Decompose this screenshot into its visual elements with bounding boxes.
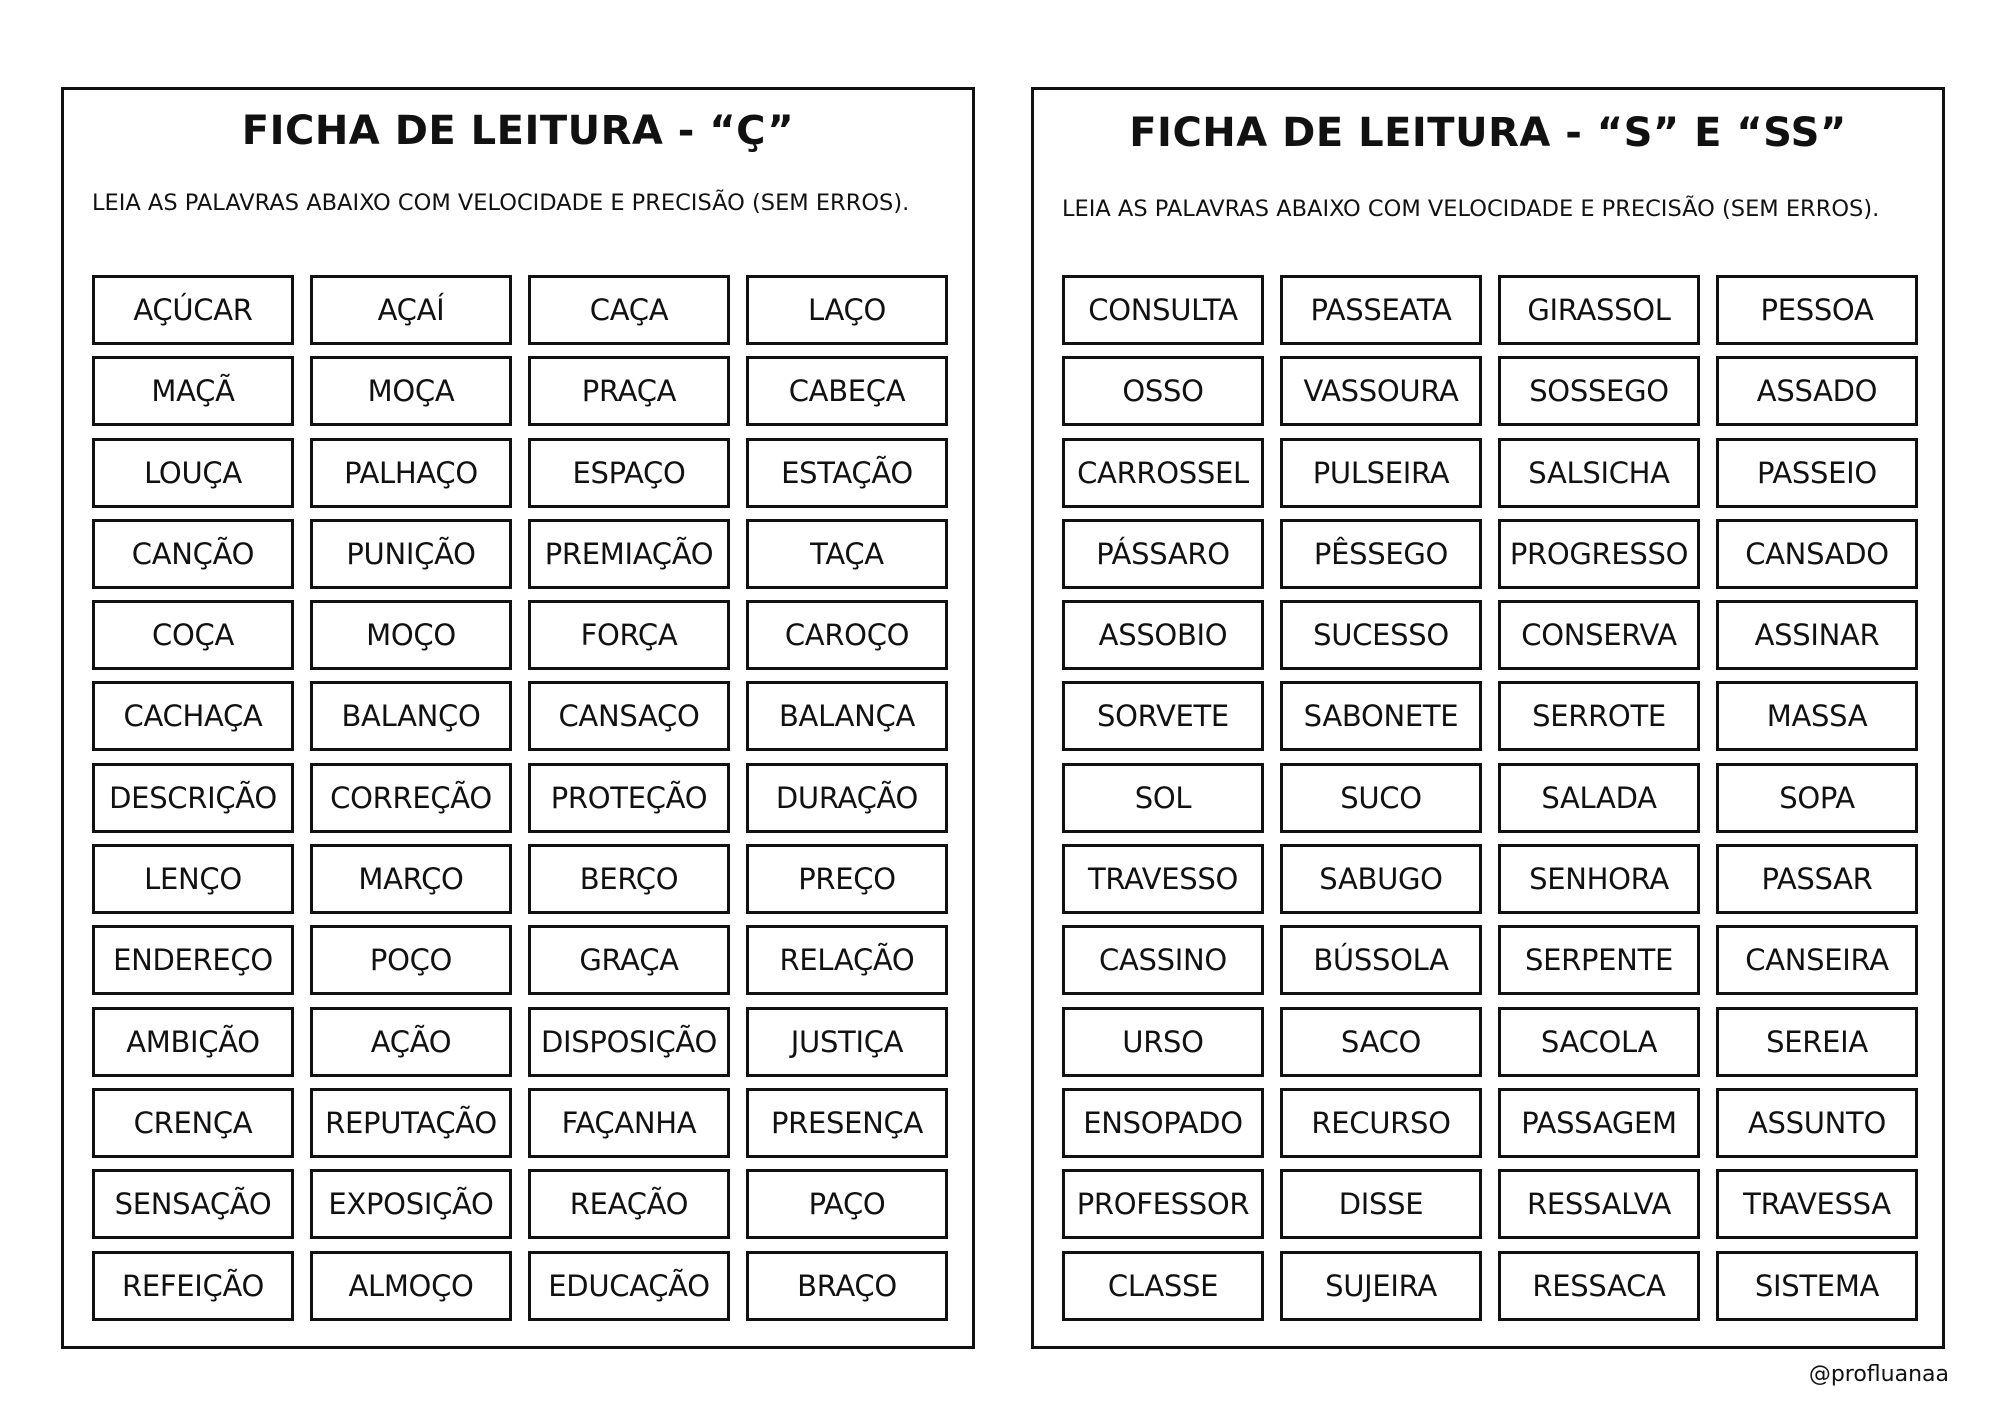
word-cell: CRENÇA: [92, 1088, 294, 1158]
word-cell: ENSOPADO: [1062, 1088, 1264, 1158]
word-grid: [92, 275, 950, 1321]
word-cell: ASSADO: [1716, 356, 1918, 426]
word-cell: EDUCAÇÃO: [528, 1251, 730, 1321]
word-cell: PULSEIRA: [1280, 438, 1482, 508]
word-cell: CLASSE: [1062, 1251, 1264, 1321]
word-cell: AÇÃO: [310, 1007, 512, 1077]
word-cell: CONSERVA: [1498, 600, 1700, 670]
word-cell: MARÇO: [310, 844, 512, 914]
word-cell: ENDEREÇO: [92, 925, 294, 995]
word-cell: CANSADO: [1716, 519, 1918, 589]
word-cell: PALHAÇO: [310, 438, 512, 508]
word-cell: GRAÇA: [528, 925, 730, 995]
word-cell: SALSICHA: [1498, 438, 1700, 508]
word-cell: ASSOBIO: [1062, 600, 1264, 670]
word-cell: BALANÇA: [746, 681, 948, 751]
word-cell: PRAÇA: [528, 356, 730, 426]
word-cell: SORVETE: [1062, 681, 1264, 751]
word-cell: ALMOÇO: [310, 1251, 512, 1321]
word-cell: CANSEIRA: [1716, 925, 1918, 995]
word-cell: PROGRESSO: [1498, 519, 1700, 589]
word-cell: PASSAR: [1716, 844, 1918, 914]
word-cell: GIRASSOL: [1498, 275, 1700, 345]
word-cell: SABONETE: [1280, 681, 1482, 751]
word-cell: CORREÇÃO: [310, 763, 512, 833]
word-cell: PESSOA: [1716, 275, 1918, 345]
word-cell: FAÇANHA: [528, 1088, 730, 1158]
word-cell: MASSA: [1716, 681, 1918, 751]
word-cell: PUNIÇÃO: [310, 519, 512, 589]
word-cell: PASSEATA: [1280, 275, 1482, 345]
word-grid: [1062, 275, 1920, 1321]
word-cell: SUCESSO: [1280, 600, 1482, 670]
word-cell: CASSINO: [1062, 925, 1264, 995]
word-cell: EXPOSIÇÃO: [310, 1169, 512, 1239]
word-cell: SERPENTE: [1498, 925, 1700, 995]
word-cell: SENSAÇÃO: [92, 1169, 294, 1239]
word-cell: RELAÇÃO: [746, 925, 948, 995]
word-cell: LAÇO: [746, 275, 948, 345]
word-cell: SALADA: [1498, 763, 1700, 833]
word-cell: CARROSSEL: [1062, 438, 1264, 508]
word-cell: DESCRIÇÃO: [92, 763, 294, 833]
word-cell: VASSOURA: [1280, 356, 1482, 426]
word-cell: PÊSSEGO: [1280, 519, 1482, 589]
word-cell: COÇA: [92, 600, 294, 670]
word-cell: PAÇO: [746, 1169, 948, 1239]
word-cell: REFEIÇÃO: [92, 1251, 294, 1321]
word-cell: PROTEÇÃO: [528, 763, 730, 833]
word-cell: ASSINAR: [1716, 600, 1918, 670]
word-cell: PÁSSARO: [1062, 519, 1264, 589]
word-cell: POÇO: [310, 925, 512, 995]
word-cell: MAÇÃ: [92, 356, 294, 426]
word-cell: DISPOSIÇÃO: [528, 1007, 730, 1077]
word-cell: SOL: [1062, 763, 1264, 833]
word-cell: SUJEIRA: [1280, 1251, 1482, 1321]
word-cell: BERÇO: [528, 844, 730, 914]
word-cell: URSO: [1062, 1007, 1264, 1077]
word-cell: SACOLA: [1498, 1007, 1700, 1077]
author-credit: @profluanaa: [1808, 1362, 1949, 1387]
word-cell: SACO: [1280, 1007, 1482, 1077]
word-cell: DURAÇÃO: [746, 763, 948, 833]
word-cell: SOSSEGO: [1498, 356, 1700, 426]
word-cell: CABEÇA: [746, 356, 948, 426]
word-cell: TAÇA: [746, 519, 948, 589]
word-cell: ESPAÇO: [528, 438, 730, 508]
sheet-title: FICHA DE LEITURA - “Ç”: [241, 108, 795, 154]
word-cell: OSSO: [1062, 356, 1264, 426]
word-cell: SENHORA: [1498, 844, 1700, 914]
word-cell: SISTEMA: [1716, 1251, 1918, 1321]
word-cell: CACHAÇA: [92, 681, 294, 751]
sheet-instruction: LEIA AS PALAVRAS ABAIXO COM VELOCIDADE E PRECISÃO (SEM ERROS).: [92, 190, 910, 216]
word-cell: CAÇA: [528, 275, 730, 345]
word-cell: BRAÇO: [746, 1251, 948, 1321]
word-cell: SERROTE: [1498, 681, 1700, 751]
word-cell: TRAVESSA: [1716, 1169, 1918, 1239]
word-cell: PREÇO: [746, 844, 948, 914]
word-cell: PASSEIO: [1716, 438, 1918, 508]
word-cell: AÇAÍ: [310, 275, 512, 345]
word-cell: TRAVESSO: [1062, 844, 1264, 914]
word-cell: SABUGO: [1280, 844, 1482, 914]
word-cell: REAÇÃO: [528, 1169, 730, 1239]
word-cell: BÚSSOLA: [1280, 925, 1482, 995]
word-cell: MOÇA: [310, 356, 512, 426]
word-cell: CANSAÇO: [528, 681, 730, 751]
reading-sheet-cedilla: [61, 87, 975, 1349]
word-cell: DISSE: [1280, 1169, 1482, 1239]
word-cell: MOÇO: [310, 600, 512, 670]
sheet-instruction: LEIA AS PALAVRAS ABAIXO COM VELOCIDADE E PRECISÃO (SEM ERROS).: [1062, 196, 1880, 222]
sheet-title: FICHA DE LEITURA - “S” E “SS”: [1129, 110, 1847, 156]
word-cell: SOPA: [1716, 763, 1918, 833]
word-cell: CANÇÃO: [92, 519, 294, 589]
word-cell: PROFESSOR: [1062, 1169, 1264, 1239]
word-cell: RECURSO: [1280, 1088, 1482, 1158]
reading-sheet-s-ss: [1031, 87, 1945, 1349]
word-cell: REPUTAÇÃO: [310, 1088, 512, 1158]
word-cell: CAROÇO: [746, 600, 948, 670]
word-cell: ASSUNTO: [1716, 1088, 1918, 1158]
word-cell: RESSALVA: [1498, 1169, 1700, 1239]
word-cell: CONSULTA: [1062, 275, 1264, 345]
word-cell: JUSTIÇA: [746, 1007, 948, 1077]
word-cell: LOUÇA: [92, 438, 294, 508]
word-cell: BALANÇO: [310, 681, 512, 751]
word-cell: RESSACA: [1498, 1251, 1700, 1321]
word-cell: AÇÚCAR: [92, 275, 294, 345]
word-cell: LENÇO: [92, 844, 294, 914]
word-cell: SUCO: [1280, 763, 1482, 833]
word-cell: PASSAGEM: [1498, 1088, 1700, 1158]
word-cell: FORÇA: [528, 600, 730, 670]
word-cell: AMBIÇÃO: [92, 1007, 294, 1077]
word-cell: PREMIAÇÃO: [528, 519, 730, 589]
word-cell: ESTAÇÃO: [746, 438, 948, 508]
word-cell: SEREIA: [1716, 1007, 1918, 1077]
word-cell: PRESENÇA: [746, 1088, 948, 1158]
